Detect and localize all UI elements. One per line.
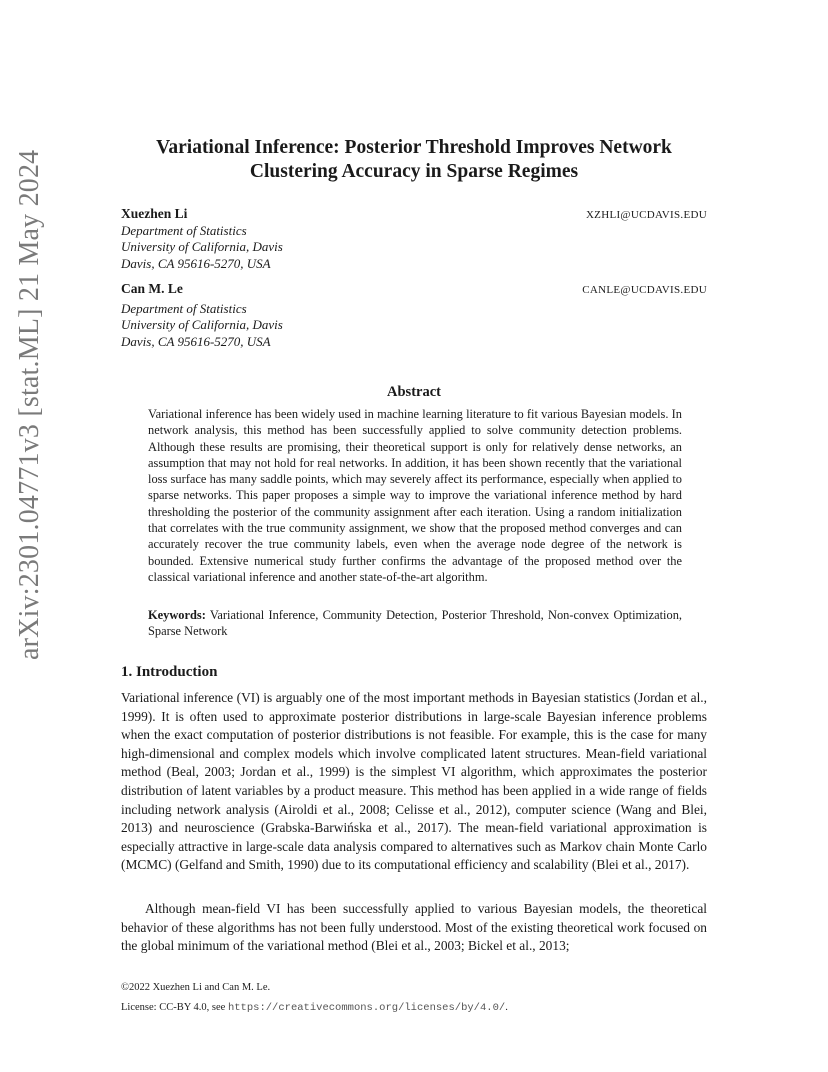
license-prefix: License: CC-BY 4.0, see [121, 1002, 228, 1013]
paper-title: Variational Inference: Posterior Threshold Improves Network Clustering Accuracy in Sparse Regimes [156, 137, 672, 182]
author-block-2 [121, 281, 707, 350]
abstract-heading: Abstract [387, 384, 441, 400]
keywords-label: Keywords: [148, 608, 206, 622]
keywords-list: Variational Inference, Community Detection, Posterior Threshold, Non-convex Optimization, Sparse Network [148, 608, 682, 639]
author-address: Davis, CA 95616-5270, USA [121, 255, 271, 271]
arxiv-identifier-stamp: arXiv:2301.04771v3 [stat.ML] 21 May 2024 [14, 149, 45, 660]
abstract-text: Variational inference has been widely used in machine learning literature to fit various Bayesian models. In network analysis, this method has been successfully applied to solve community detection problems. Although these results are promising, their theoretical support is only for relatively dense networks, an assumption that may not hold for real networks. In addition, it has been shown recently that the variational loss surface has many saddle points, which may severely affect its performance, especially when applied to sparse networks. This paper proposes a simple way to improve the variational inference method by hard thresholding the posterior of the community assignment after each iteration. Using a random initialization that correlates with the true community assignment, we show that the proposed method converges and can accurately recover the true community labels, even when the average node degree of the network is bounded. Extensive numerical study further confirms the advantage of the proposed method over the classical variational inference and another state-of-the-art algorithm. [148, 407, 682, 584]
license-link[interactable]: https://creativecommons.org/licenses/by/4.0/ [227, 1002, 506, 1014]
section-heading-introduction: 1. Introduction [121, 664, 218, 680]
author-address: Davis, CA 95616-5270, USA [121, 333, 271, 349]
copyright-notice: ©2022 Xuezhen Li and Can M. Le. [121, 982, 271, 993]
author-name: Can M. Le [121, 281, 183, 296]
author-name: Xuezhen Li [121, 206, 188, 221]
author-department: Department of Statistics [121, 222, 247, 238]
author-email: CANLE@UCDAVIS.EDU [582, 284, 707, 296]
license-suffix: . [505, 1002, 508, 1013]
author-department: Department of Statistics [121, 300, 247, 316]
license-notice [121, 1002, 721, 1014]
keywords-line [148, 607, 682, 640]
author-email: XZHLI@UCDAVIS.EDU [585, 209, 707, 221]
introduction-paragraph-2: Although mean-field VI has been successfully applied to various Bayesian models, the theoretical behavior of these algorithms has not been fully understood. Most of the existing theoretical work focused on the global minimum of the variational method (Blei et al., 2003; Bickel et al., 2013; [121, 901, 707, 954]
author-block-1 [121, 206, 707, 272]
author-university: University of California, Davis [121, 239, 283, 254]
introduction-paragraph-1: Variational inference (VI) is arguably one of the most important methods in Bayesian statistics (Jordan et al., 1999). It is often used to approximate posterior distributions in large-scale Bayesian inference problems when the exact computation of posterior distributions is not feasible. For example, this is the case for many high-dimensional and complex models which involve complicated latent structures. Mean-field variational method (Beal, 2003; Jordan et al., 1999) is the simplest VI algorithm, which approximates the posterior distribution of latent variables by a product measure. This method has been applied in a wide range of fields including network analysis (Airoldi et al., 2008; Celisse et al., 2012), computer science (Wang and Blei, 2013) and neuroscience (Grabska-Barwińska et al., 2017). The mean-field variational approximation is especially attractive in large-scale data analysis compared to alternatives such as Markov chain Monte Carlo (MCMC) (Gelfand and Smith, 1990) due to its computational efficiency and scalability (Blei et al., 2017). [121, 690, 707, 873]
author-university: University of California, Davis [121, 317, 283, 332]
